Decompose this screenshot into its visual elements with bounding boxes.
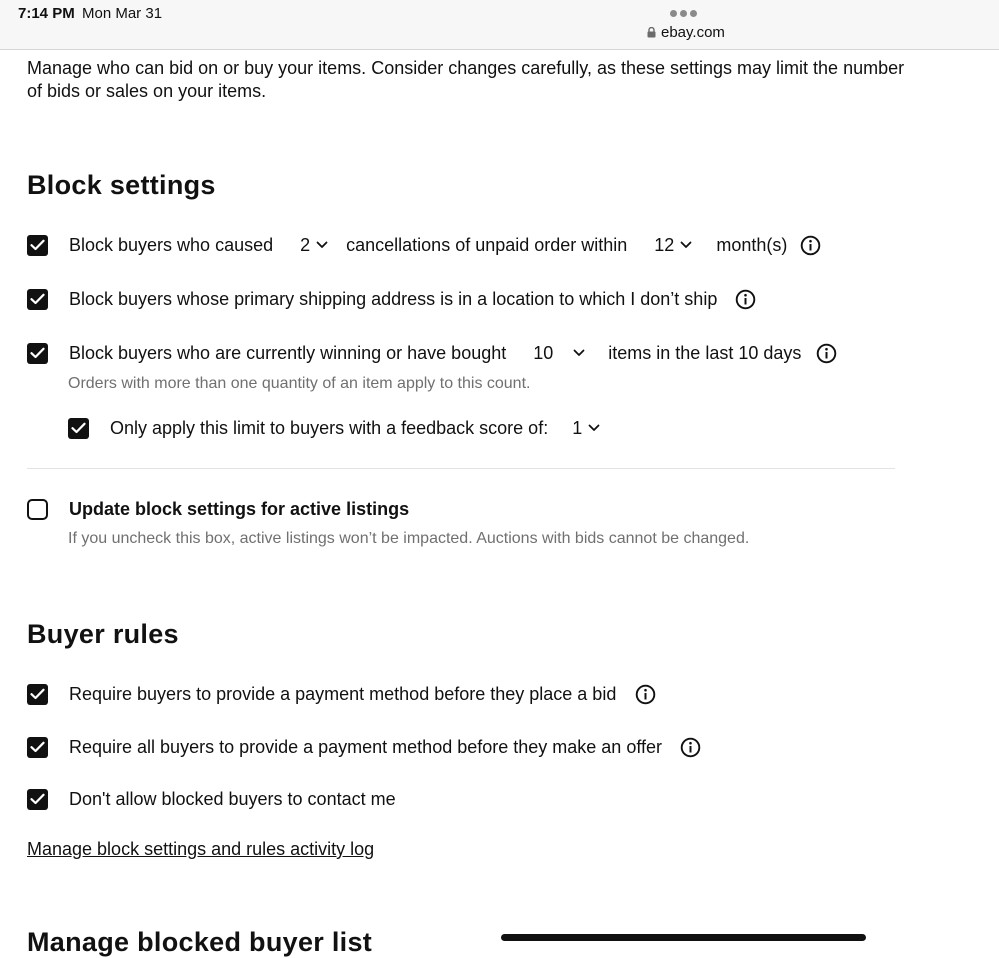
payment-offer-checkbox[interactable] — [27, 737, 48, 758]
activity-log-link[interactable]: Manage block settings and rules activity log — [27, 839, 375, 859]
feedback-score-value: 1 — [572, 417, 583, 438]
feedback-score-checkbox[interactable] — [68, 418, 89, 439]
cancellations-count-select[interactable] — [300, 235, 328, 256]
status-time: 7:14 PM — [18, 5, 75, 22]
buyer-rule-payment-offer — [27, 733, 701, 761]
items-limit-helper: Orders with more than one quantity of an item apply to this count. — [68, 375, 531, 392]
update-active-listings-helper: If you uncheck this box, active listings won’t be impacted. Auctions with bids cannot be changed. — [68, 530, 750, 547]
block-settings-heading: Block settings — [27, 170, 216, 200]
check-icon — [30, 293, 45, 305]
payment-bid-checkbox[interactable] — [27, 684, 48, 705]
buyer-rule-payment-bid — [27, 680, 656, 708]
check-icon — [30, 688, 45, 700]
months-suffix-label: month(s) — [716, 234, 788, 255]
items-limit-suffix-label: items in the last 10 days — [608, 342, 802, 363]
months-select[interactable] — [654, 235, 692, 256]
more-tabs-icon[interactable] — [670, 10, 697, 17]
buyer-rules-heading: Buyer rules — [27, 619, 179, 649]
check-icon — [30, 741, 45, 753]
block-items-limit-label: Block buyers who are currently winning or have bought — [69, 342, 507, 363]
info-icon[interactable] — [800, 235, 821, 256]
home-indicator — [501, 934, 866, 941]
chevron-down-icon — [588, 424, 600, 432]
block-cancellations-checkbox[interactable] — [27, 235, 48, 256]
items-limit-value: 10 — [533, 342, 554, 363]
block-shipping-label: Block buyers whose primary shipping address is in a location to which I don’t ship — [69, 288, 718, 309]
update-active-listings-checkbox[interactable] — [27, 499, 48, 520]
chevron-down-icon — [573, 349, 585, 357]
browser-status-bar — [0, 0, 999, 50]
update-active-listings-rule — [27, 495, 409, 523]
info-icon[interactable] — [735, 289, 756, 310]
update-active-listings-label: Update block settings for active listings — [69, 498, 410, 519]
check-icon — [30, 239, 45, 251]
payment-offer-label: Require all buyers to provide a payment method before they make an offer — [69, 736, 663, 757]
no-contact-checkbox[interactable] — [27, 789, 48, 810]
feedback-score-rule — [68, 414, 600, 442]
block-cancellations-label: Block buyers who caused — [69, 234, 274, 255]
address-bar[interactable] — [647, 24, 725, 41]
status-date: Mon Mar 31 — [82, 5, 163, 22]
blocked-list-heading: Manage blocked buyer list — [27, 927, 373, 957]
months-value: 12 — [654, 234, 675, 255]
check-icon — [30, 347, 45, 359]
cancellations-count-value: 2 — [300, 234, 311, 255]
chevron-down-icon — [316, 241, 328, 249]
block-items-limit-checkbox[interactable] — [27, 343, 48, 364]
no-contact-label: Don't allow blocked buyers to contact me — [69, 788, 396, 809]
block-rule-shipping — [27, 285, 756, 313]
payment-bid-label: Require buyers to provide a payment method before they place a bid — [69, 683, 617, 704]
block-rule-items-limit — [27, 339, 837, 367]
check-icon — [30, 793, 45, 805]
url-text: ebay.com — [661, 24, 725, 41]
cancellations-middle-label: cancellations of unpaid order within — [346, 234, 628, 255]
check-icon — [71, 422, 86, 434]
info-icon[interactable] — [680, 737, 701, 758]
intro-text: Manage who can bid on or buy your items. Consider changes carefully, as these settings may limit the number of bids or sales on your items. — [27, 58, 905, 101]
buyer-rule-contact — [27, 785, 396, 813]
chevron-down-icon — [680, 241, 692, 249]
items-limit-select[interactable] — [533, 343, 585, 364]
info-icon[interactable] — [635, 684, 656, 705]
feedback-score-select[interactable] — [572, 418, 600, 439]
section-divider — [27, 468, 895, 469]
block-rule-cancellations — [27, 231, 821, 259]
info-icon[interactable] — [816, 343, 837, 364]
lock-icon — [647, 27, 656, 38]
block-shipping-checkbox[interactable] — [27, 289, 48, 310]
feedback-score-label: Only apply this limit to buyers with a feedback score of: — [110, 417, 549, 438]
